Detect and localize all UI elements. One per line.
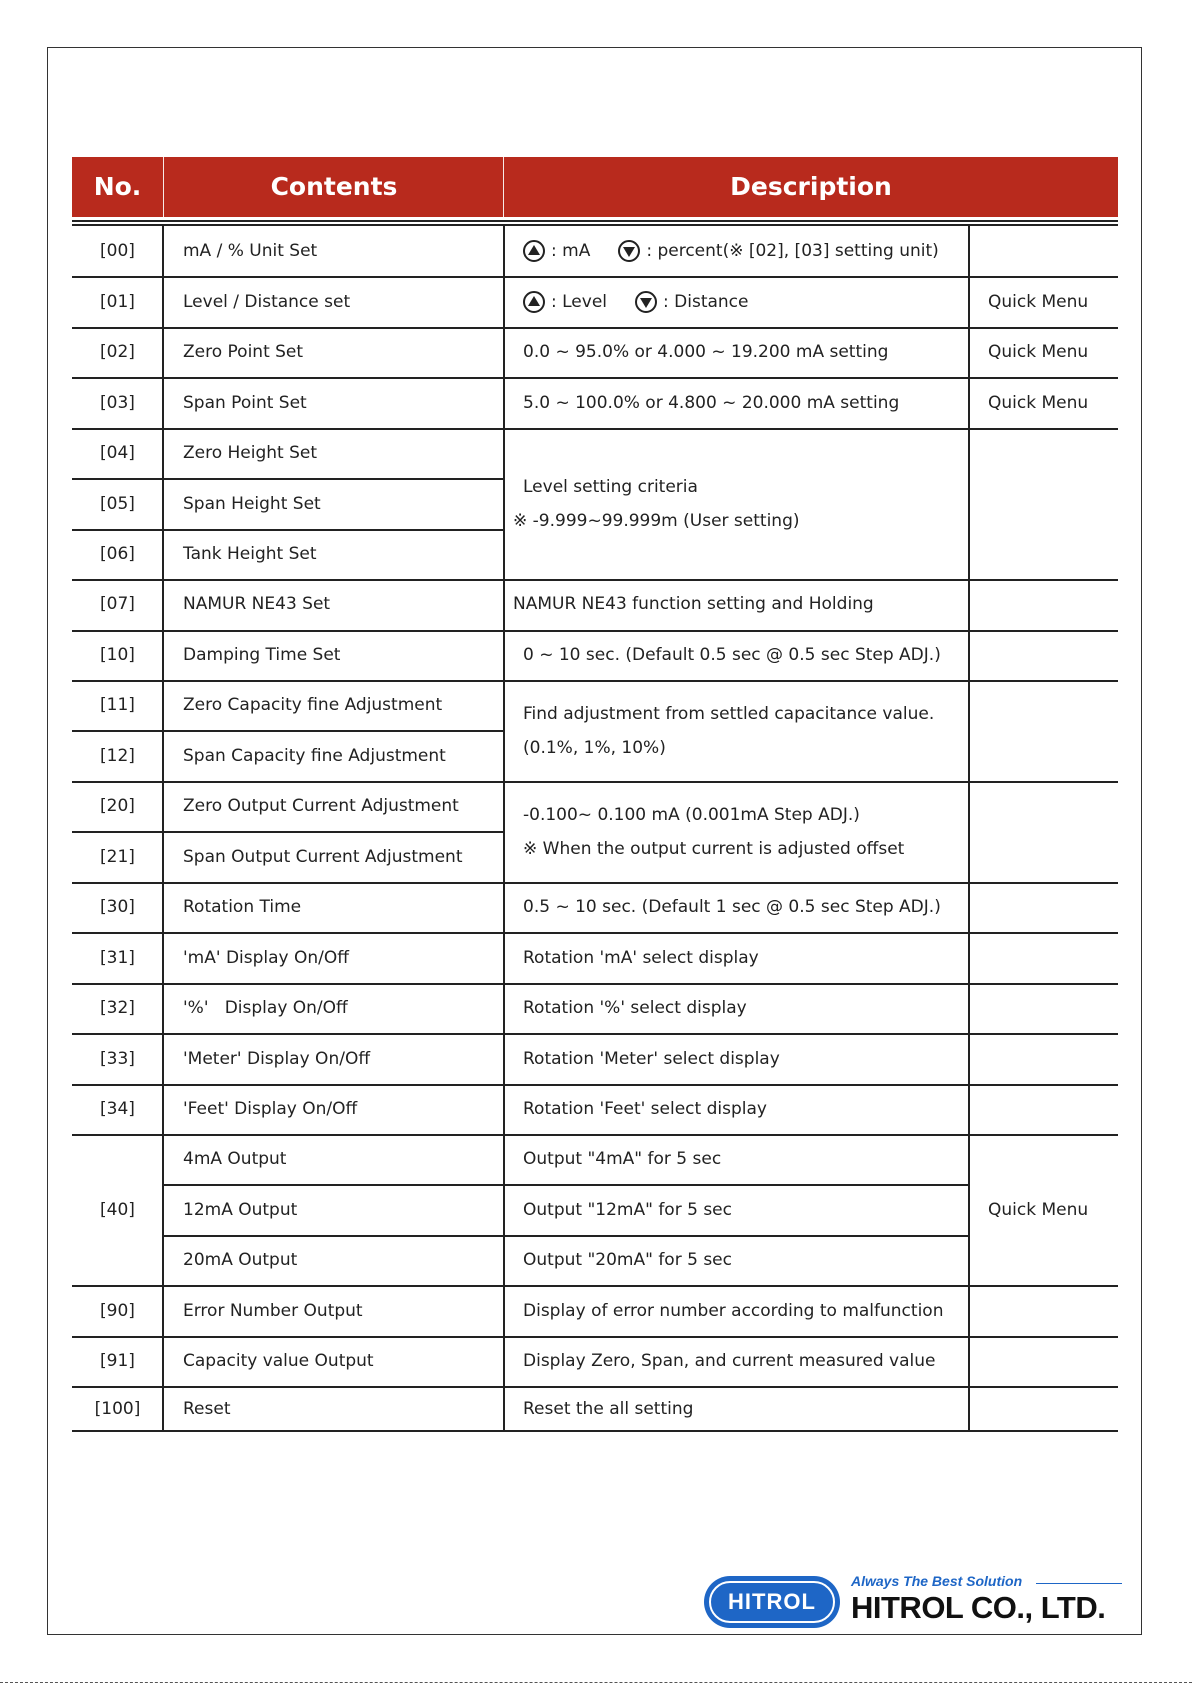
row-no: [33] <box>100 1049 135 1069</box>
row-description: Output "4mA" for 5 sec <box>523 1149 722 1169</box>
row-content: '%' Display On/Off <box>183 998 348 1018</box>
row-no: [01] <box>100 292 135 312</box>
row-description: 0.5 ~ 10 sec. (Default 1 sec @ 0.5 sec Step ADJ.) <box>523 897 941 917</box>
row-description: Rotation 'mA' select display <box>523 948 759 968</box>
row-content: 'Meter' Display On/Off <box>183 1049 371 1069</box>
row-content: Span Height Set <box>183 494 321 514</box>
row-content: Rotation Time <box>183 897 302 917</box>
hitrol-badge-logo: HITROL <box>704 1576 840 1628</box>
page-cut-line <box>0 1682 1192 1683</box>
row-no: [31] <box>100 948 135 968</box>
row-description <box>503 226 968 276</box>
row-description: 0 ~ 10 sec. (Default 0.5 sec @ 0.5 sec Step ADJ.) <box>523 645 941 665</box>
row-description: Display of error number according to malfunction <box>523 1301 944 1321</box>
row-content: Reset <box>183 1399 231 1419</box>
down-arrow-button-icon <box>618 240 640 262</box>
row-no: [06] <box>100 544 135 564</box>
row-description: 5.0 ~ 100.0% or 4.800 ~ 20.000 mA setting <box>523 393 900 413</box>
row-content: Zero Capacity fine Adjustment <box>183 695 443 715</box>
row-description: Rotation 'Feet' select display <box>523 1099 767 1119</box>
row-no: [34] <box>100 1099 135 1119</box>
desc-up-text: : mA <box>551 241 591 261</box>
row-content: Error Number Output <box>183 1301 363 1321</box>
table-header <box>72 157 1118 217</box>
row-content: Tank Height Set <box>183 544 317 564</box>
tagline-rule <box>1036 1583 1122 1584</box>
company-name: HITROL CO., LTD. <box>851 1590 1106 1625</box>
row-content: 'Feet' Display On/Off <box>183 1099 358 1119</box>
parameter-table <box>72 157 1118 1432</box>
row-content: 12mA Output <box>183 1200 298 1220</box>
row-no: [40] <box>100 1199 135 1220</box>
up-arrow-button-icon <box>523 240 545 262</box>
row-content: mA / % Unit Set <box>183 241 318 261</box>
row-no: [05] <box>100 494 135 514</box>
header-description: Description <box>730 172 892 201</box>
row-no: [04] <box>100 443 135 463</box>
row-description: Rotation '%' select display <box>523 998 747 1018</box>
company-tagline: Always The Best Solution <box>851 1573 1023 1589</box>
row-no: [02] <box>100 342 135 362</box>
table-body <box>72 226 1118 1432</box>
row-content: 'mA' Display On/Off <box>183 948 349 968</box>
desc-up-text: : Level <box>551 292 608 312</box>
down-arrow-button-icon <box>635 291 657 313</box>
row-content: 20mA Output <box>183 1250 298 1270</box>
row-content: Zero Output Current Adjustment <box>183 796 459 816</box>
row-no: [100] <box>94 1399 141 1419</box>
row-no: [11] <box>100 695 135 715</box>
header-contents: Contents <box>270 172 398 201</box>
row-content: Level / Distance set <box>183 292 351 312</box>
height-setting-description: Level setting criteria ※ -9.999~99.999m (User setting) <box>513 476 800 531</box>
row-remark: Quick Menu <box>988 393 1089 413</box>
row-content: NAMUR NE43 Set <box>183 594 331 614</box>
row-description <box>503 277 968 327</box>
header-no: No. <box>93 172 142 201</box>
row-remark: Quick Menu <box>988 1199 1089 1220</box>
row-no: [90] <box>100 1301 135 1321</box>
row-no: [91] <box>100 1351 135 1371</box>
row-no: [21] <box>100 847 135 867</box>
row-content: Span Point Set <box>183 393 307 413</box>
row-content: Span Capacity fine Adjustment <box>183 746 446 766</box>
capacity-adjustment-description: Find adjustment from settled capacitance value. (0.1%, 1%, 10%) <box>523 703 935 758</box>
row-remark: Quick Menu <box>988 292 1089 312</box>
row-description: Output "12mA" for 5 sec <box>523 1200 732 1220</box>
row-no: [03] <box>100 393 135 413</box>
up-arrow-button-icon <box>523 291 545 313</box>
desc-down-text: : Distance <box>663 292 749 312</box>
row-content: Span Output Current Adjustment <box>183 847 463 867</box>
current-adjustment-description: -0.100~ 0.100 mA (0.001mA Step ADJ.) ※ When the output current is adjusted offset <box>523 804 905 859</box>
row-description: Output "20mA" for 5 sec <box>523 1250 732 1270</box>
row-description: NAMUR NE43 function setting and Holding <box>513 594 874 614</box>
row-content: Damping Time Set <box>183 645 341 665</box>
row-description: Reset the all setting <box>523 1399 694 1419</box>
row-description: Display Zero, Span, and current measured value <box>523 1351 936 1371</box>
row-content: Capacity value Output <box>183 1351 374 1371</box>
row-no: [12] <box>100 746 135 766</box>
desc-down-text: : percent(※ [02], [03] setting unit) <box>646 241 939 261</box>
row-no: [10] <box>100 645 135 665</box>
row-no: [30] <box>100 897 135 917</box>
row-no: [00] <box>100 241 135 261</box>
company-logo <box>704 1570 1124 1628</box>
row-description: Rotation 'Meter' select display <box>523 1049 780 1069</box>
row-content: Zero Point Set <box>183 342 304 362</box>
row-no: [32] <box>100 998 135 1018</box>
row-description: 0.0 ~ 95.0% or 4.000 ~ 19.200 mA setting <box>523 342 889 362</box>
row-no: [07] <box>100 594 135 614</box>
row-no: [20] <box>100 796 135 816</box>
row-content: Zero Height Set <box>183 443 318 463</box>
row-content: 4mA Output <box>183 1149 287 1169</box>
row-remark: Quick Menu <box>988 342 1089 362</box>
